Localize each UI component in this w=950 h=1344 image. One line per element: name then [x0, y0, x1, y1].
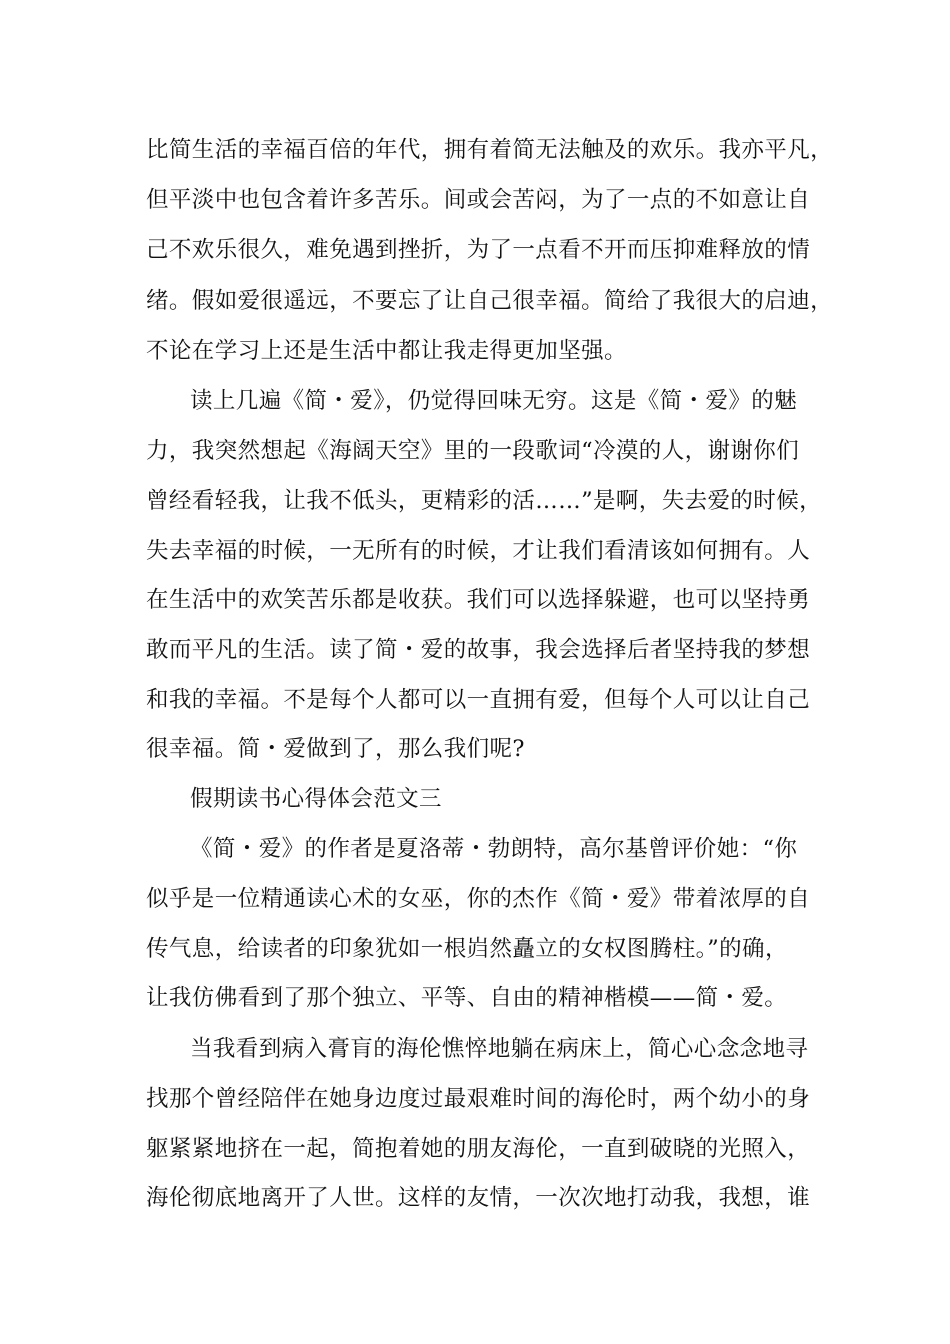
text-line: 不论在学习上还是生活中都让我走得更加坚强。 — [146, 338, 627, 364]
text-line: 绪。假如爱很遥远，不要忘了让自己很幸福。简给了我很大的启迪， — [146, 288, 834, 314]
text-line: 敢而平凡的生活。读了简・爱的故事，我会选择后者坚持我的梦想 — [146, 637, 811, 663]
text-line: 《简・爱》的作者是夏洛蒂・勃朗特，高尔基曾评价她：“你 — [190, 836, 798, 862]
text-line: 海伦彻底地离开了人世。这样的友情，一次次地打动我，我想，谁 — [146, 1185, 811, 1211]
text-line: 传气息，给读者的印象犹如一根岿然矗立的女权图腾柱。”的确， — [146, 936, 788, 962]
text-line: 比简生活的幸福百倍的年代，拥有着简无法触及的欢乐。我亦平凡， — [146, 137, 834, 163]
text-line: 似乎是一位精通读心术的女巫，你的杰作《简・爱》带着浓厚的自 — [146, 886, 811, 912]
text-line: 躯紧紧地挤在一起，简抱着她的朋友海伦，一直到破晓的光照入， — [146, 1136, 811, 1162]
text-line: 但平淡中也包含着许多苦乐。间或会苦闷，为了一点的不如意让自 — [146, 187, 811, 213]
text-line: 很幸福。简・爱做到了，那么我们呢? — [146, 736, 525, 762]
text-line: 当我看到病入膏肓的海伦憔悴地躺在病床上，简心心念念地寻 — [190, 1036, 809, 1062]
section-heading: 假期读书心得体会范文三 — [190, 786, 442, 812]
text-line: 己不欢乐很久，难免遇到挫折，为了一点看不开而压抑难释放的情 — [146, 237, 811, 263]
text-line: 失去幸福的时候，一无所有的时候，才让我们看清该如何拥有。人 — [146, 538, 811, 564]
text-line: 读上几遍《简・爱》，仍觉得回味无穷。这是《简・爱》的魅 — [190, 388, 798, 414]
text-line: 让我仿佛看到了那个独立、平等、自由的精神楷模——简・爱。 — [146, 985, 788, 1011]
text-line: 和我的幸福。不是每个人都可以一直拥有爱，但每个人可以让自己 — [146, 687, 811, 713]
text-line: 找那个曾经陪伴在她身边度过最艰难时间的海伦时，两个幼小的身 — [146, 1086, 811, 1112]
text-line: 曾经看轻我，让我不低头，更精彩的活……”是啊，失去爱的时候， — [146, 488, 823, 514]
text-line: 力，我突然想起《海阔天空》里的一段歌词“冷漠的人，谢谢你们 — [146, 438, 800, 464]
text-line: 在生活中的欢笑苦乐都是收获。我们可以选择躲避，也可以坚持勇 — [146, 587, 811, 613]
